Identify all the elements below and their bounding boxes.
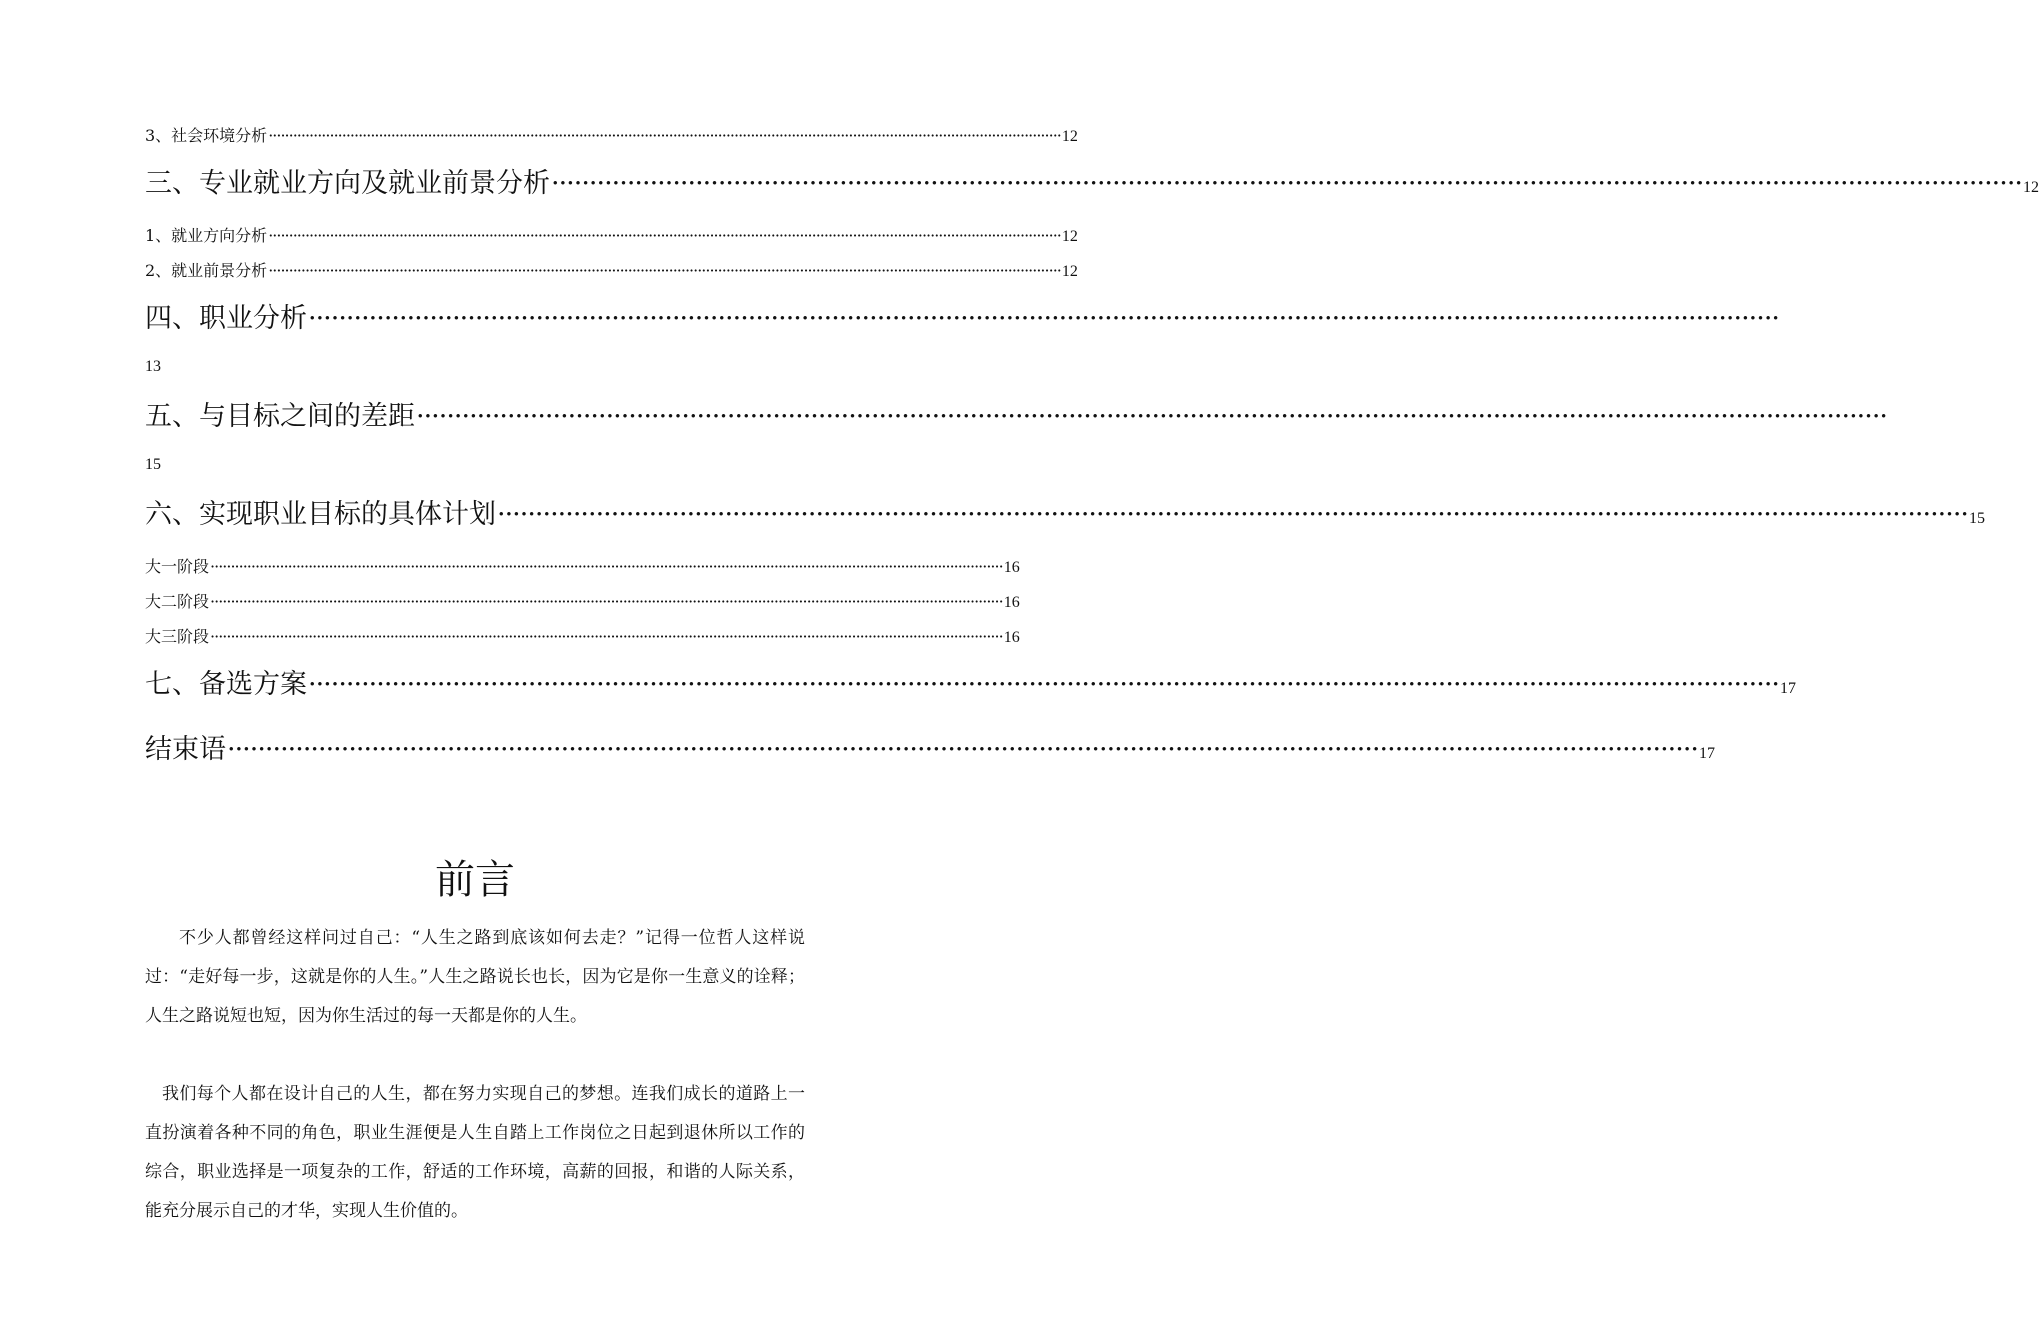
toc-entry-label: 大二阶段 (145, 592, 210, 611)
toc-dot-leader: ·································································································································································································· (210, 627, 1003, 646)
toc-entry-label: 三、专业就业方向及就业前景分析 (145, 168, 550, 199)
toc-page-number: 13 (145, 358, 161, 375)
toc-dot-leader: ·································································································································································································· (227, 734, 1699, 765)
preface-title: 前言 (435, 857, 515, 903)
toc-entry[interactable] (145, 732, 1716, 768)
toc-dot-leader: ·································································································································································································· (416, 401, 1888, 432)
toc-page-number: 16 (1003, 594, 1020, 611)
toc-dot-leader: ·································································································································································································· (268, 261, 1061, 280)
toc-entry-label: 1、就业方向分析 (145, 226, 268, 245)
toc-dot-leader: ·································································································································································································· (210, 557, 1003, 576)
toc-entry[interactable] (145, 260, 1078, 282)
toc-entry[interactable] (145, 225, 1078, 247)
toc-entry[interactable] (145, 301, 1780, 337)
toc-entry-label: 六、实现职业目标的具体计划 (145, 499, 496, 530)
toc-entry[interactable] (145, 556, 1020, 578)
toc-dot-leader: ·································································································································································································· (497, 499, 1969, 530)
toc-page-number: 17 (1780, 680, 1797, 697)
toc-entry[interactable] (145, 667, 1797, 703)
toc-entry[interactable] (145, 497, 1986, 533)
toc-page-number: 15 (1969, 510, 1986, 527)
toc-entry[interactable] (145, 125, 1078, 147)
toc-page-number: 12 (1061, 228, 1078, 245)
toc-dot-leader: ·································································································································································································· (268, 226, 1061, 245)
toc-dot-leader: ·································································································································································································· (308, 303, 1780, 334)
toc-entry-label: 五、与目标之间的差距 (145, 401, 415, 432)
toc-entry-label: 七、备选方案 (145, 669, 307, 700)
toc-page-number: 12 (2023, 179, 2039, 196)
toc-page-number: 17 (1699, 745, 1716, 762)
toc-dot-leader: ·································································································································································································· (210, 592, 1003, 611)
toc-dot-leader: ·································································································································································································· (308, 669, 1780, 700)
toc-entry[interactable] (145, 626, 1020, 648)
toc-entry[interactable] (145, 166, 2039, 202)
toc-entry[interactable] (145, 591, 1020, 613)
toc-page-number: 12 (1061, 263, 1078, 280)
toc-entry-label: 2、就业前景分析 (145, 261, 268, 280)
toc-dot-leader: ·································································································································································································· (268, 126, 1061, 145)
toc-entry-label: 大三阶段 (145, 627, 210, 646)
toc-page-number: 15 (145, 456, 161, 473)
toc-entry-label: 结束语 (145, 734, 226, 765)
preface-paragraph: 不少人都曾经这样问过自己：“人生之路到底该如何去走？”记得一位哲人这样说过：“走好每一步，这就是你的人生。”人生之路说长也长，因为它是你一生意义的诠释；人生之路说短也短，因为你生活过的每一天都是你的人生。 (145, 928, 805, 1026)
toc-entry[interactable] (145, 399, 1888, 435)
toc-dot-leader: ·································································································································································································· (551, 168, 2023, 199)
toc-entry-label: 3、社会环境分析 (145, 126, 268, 145)
toc-page-number: 12 (1061, 128, 1078, 145)
toc-page-number: 16 (1003, 629, 1020, 646)
toc-entry-label: 四、职业分析 (145, 303, 307, 334)
preface-paragraph: 我们每个人都在设计自己的人生，都在努力实现自己的梦想。连我们成长的道路上一直扮演着各种不同的角色，职业生涯便是人生自踏上工作岗位之日起到退休所以工作的综合，职业选择是一项复杂的工作，舒适的工作环境，高薪的回报，和谐的人际关系，能充分展示自己的才华，实现人生价值的。 (145, 1084, 805, 1221)
toc-page-number: 16 (1003, 559, 1020, 576)
toc-entry-label: 大一阶段 (145, 557, 210, 576)
